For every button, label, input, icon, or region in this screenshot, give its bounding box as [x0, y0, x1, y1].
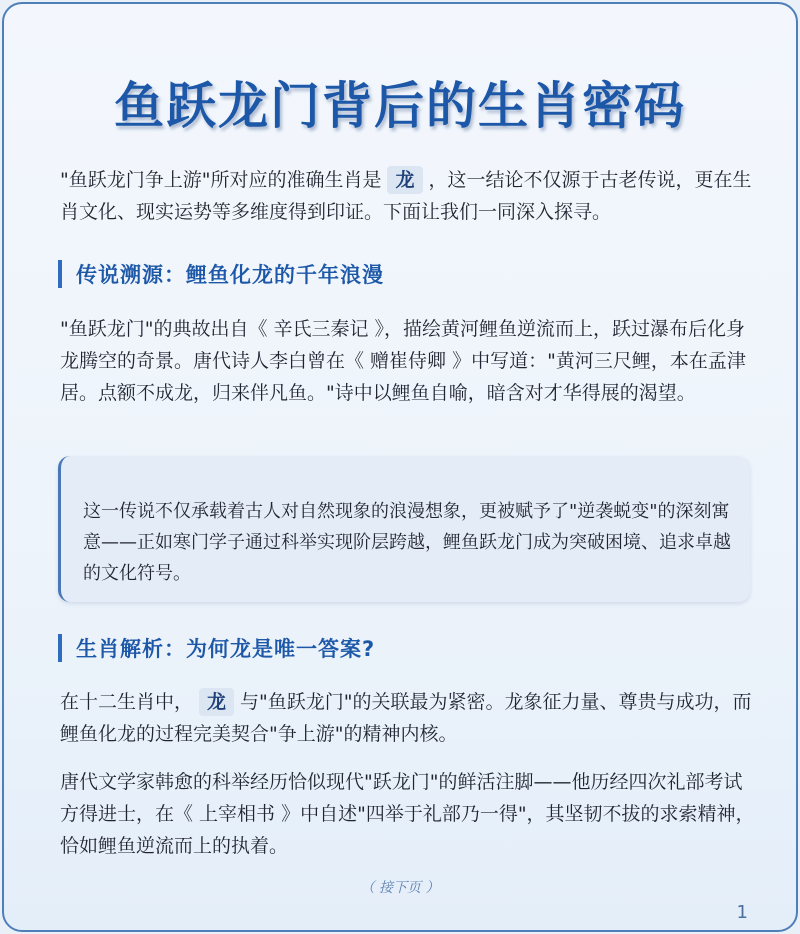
intro-text-after: ，这一结论不仅源于古老传说，更在生肖文化、现实运势等多维度得到印证。下面让我们一同深入探寻。	[60, 169, 752, 223]
heading-accent-bar	[58, 260, 62, 288]
page-title: 鱼跃龙门背后的生肖密码	[114, 77, 686, 135]
intro-paragraph	[60, 164, 760, 228]
intro-text-before: "鱼跃龙门争上游"所对应的准确生肖是	[60, 169, 382, 191]
quote-text: 这一传说不仅承载着古人对自然现象的浪漫想象，更被赋予了"逆袭蜕变"的深刻寓意——正如寒门学子通过科举实现阶层跨越，鲤鱼跃龙门成为突破困境、追求卓越的文化符号。	[83, 501, 731, 584]
zodiac-paragraph	[60, 686, 760, 750]
page-card	[2, 2, 798, 932]
legend-paragraph: "鱼跃龙门"的典故出自《 辛氏三秦记 》，描绘黄河鲤鱼逆流而上，跃过瀑布后化身龙腾空的奇景。唐代诗人李白曾在《 赠崔侍卿 》中写道："黄河三尺鲤，本在孟津居。点额不成龙，归来伴凡鱼。"诗中以鲤鱼自喻，暗含对才华得展的渴望。	[60, 318, 746, 404]
section-heading-text: 传说溯源：鲤鱼化龙的千年浪漫	[76, 263, 384, 287]
zodiac-text-before: 在十二生肖中，	[60, 691, 194, 713]
continue-note: （ 接下页 ）	[360, 880, 440, 896]
hanyu-paragraph: 唐代文学家韩愈的科举经历恰似现代"跃龙门"的鲜活注脚——他历经四次礼部考试方得进士，在《 上宰相书 》中自述"四举于礼部乃一得"，其坚韧不拔的求索精神，恰如鲤鱼逆流而上的执着。	[60, 771, 755, 857]
heading-accent-bar	[58, 634, 62, 662]
quote-block	[58, 456, 750, 602]
page-number: 1	[736, 902, 748, 923]
zodiac-text-after: 与"鱼跃龙门"的关联最为紧密。龙象征力量、尊贵与成功，而鲤鱼化龙的过程完美契合"争上游"的精神内核。	[60, 691, 752, 745]
section-heading-legend	[58, 259, 384, 289]
keyword-highlight: 龙	[199, 688, 234, 716]
section-heading-text: 生肖解析：为何龙是唯一答案?	[76, 637, 376, 661]
keyword-highlight: 龙	[387, 166, 422, 194]
section-heading-zodiac	[58, 633, 375, 663]
